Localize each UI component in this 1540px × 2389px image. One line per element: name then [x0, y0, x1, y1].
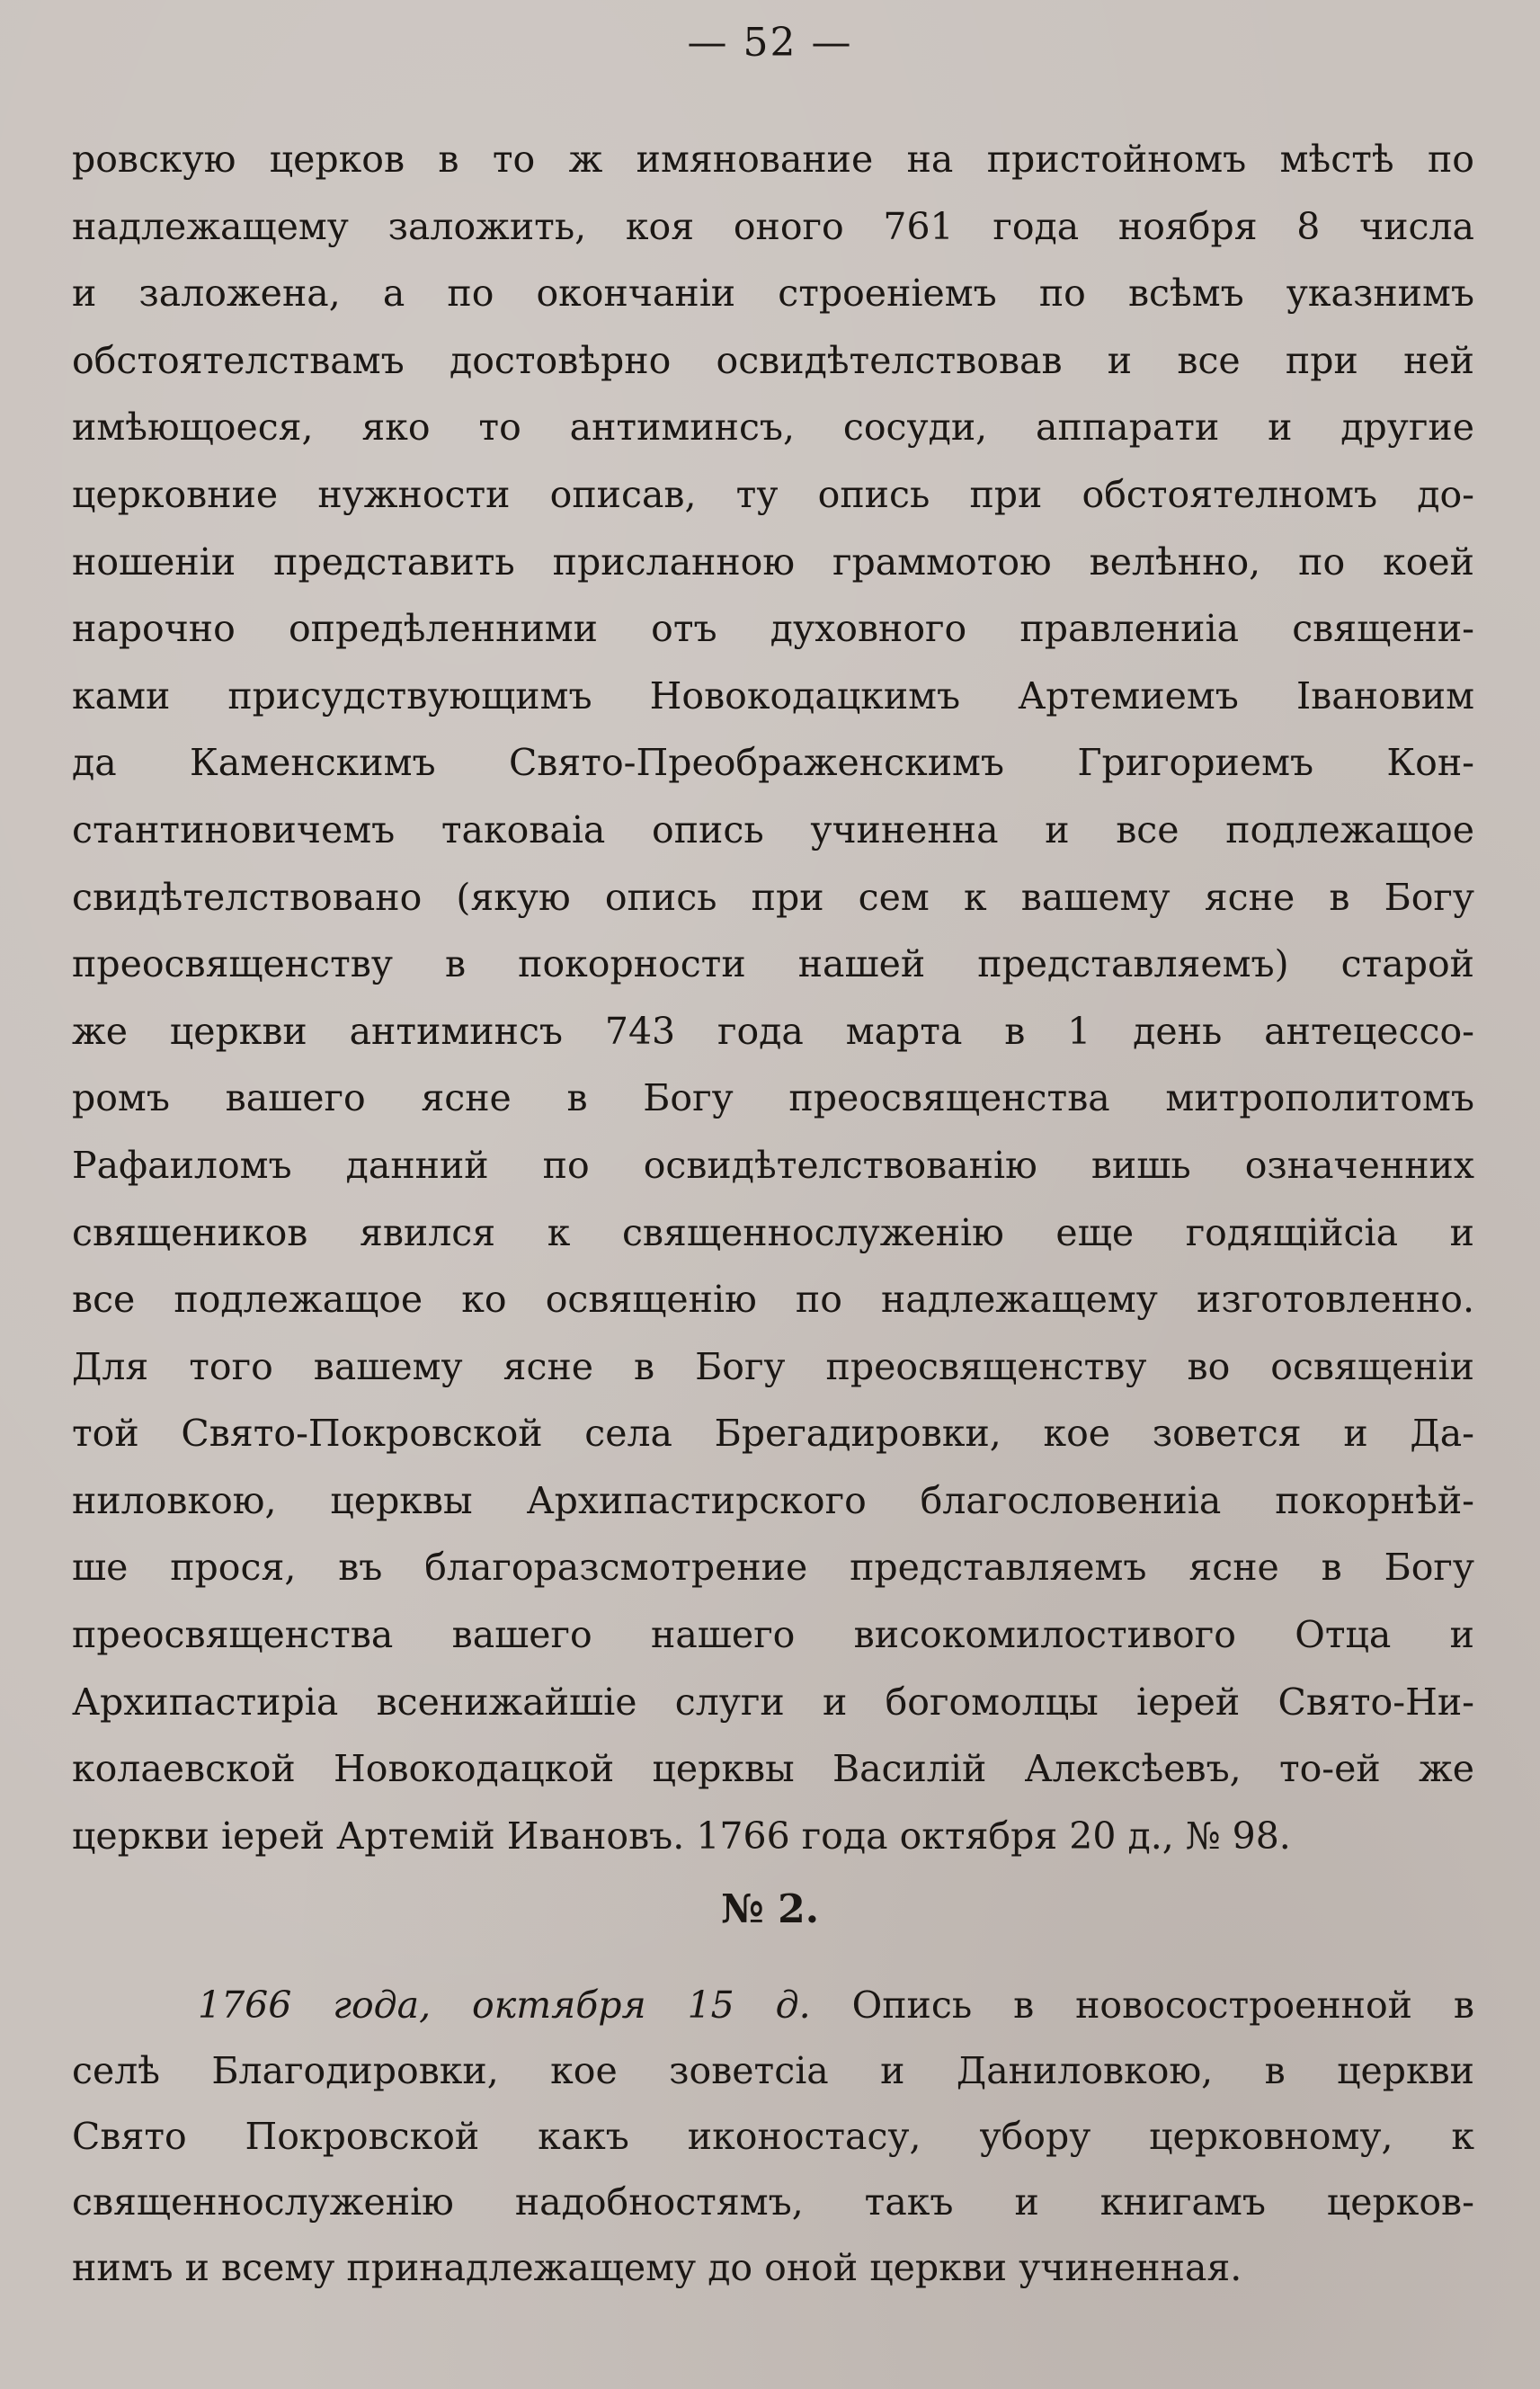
- section-2-text: [72, 1973, 1474, 2301]
- text-line: надлежащему заложить, коя оного 761 года ноября 8 числа: [72, 204, 1474, 248]
- text-line: и заложена, а по окончанiи строенiемъ по всѣмъ указнимъ: [72, 272, 1474, 316]
- text-line: [72, 1973, 1474, 2038]
- text-line: священиков явился к священнослуженiю еще годящiйсiа и: [72, 1210, 1474, 1254]
- text-line: той Свято-Покровской села Брегадировки, кое зовется и Да-: [72, 1412, 1474, 1456]
- text-line: нимъ и всему принадлежащему до оной церкви учиненная.: [72, 2246, 1242, 2289]
- main-text: [72, 126, 1474, 1869]
- text-line: преосвященству в покорности нашей представляемъ) старой: [72, 942, 1474, 986]
- text-line: все подлежащое ко освященiю по надлежащему изготовленно.: [72, 1278, 1474, 1322]
- text-line: ношенiи представить присланною граммотою велѣнно, по коей: [72, 539, 1474, 584]
- text-line: ше прося, въ благоразсмотрение представляемъ ясне в Богу: [72, 1546, 1474, 1590]
- text-line: священнослуженiю надобностямъ, такъ и книгамъ церков-: [72, 2180, 1474, 2224]
- text-line: ромъ вашего ясне в Богу преосвященства митрополитомъ: [72, 1076, 1474, 1120]
- text-line: имѣющоеся, яко то антиминсъ, сосуди, аппарати и другие: [72, 406, 1474, 450]
- text-line: нарочно опредѣленними отъ духовного правлениiа священи-: [72, 607, 1474, 651]
- text-line: Архипастирiа всенижайшiе слуги и богомолцы iерей Свято-Ни-: [72, 1680, 1474, 1724]
- text-line: обстоятелствамъ достовѣрно освидѣтелствовав и все при ней: [72, 338, 1474, 382]
- text-line: стантиновичемъ таковаiа опись учиненна и все подлежащое: [72, 807, 1474, 851]
- text-line: преосвященства вашего нашего високомилостивого Отца и: [72, 1613, 1474, 1657]
- italic-date: 1766 года, октября 15 д.: [198, 1983, 811, 2027]
- text-span: Опись в новосостроенной в: [810, 1983, 1474, 2027]
- text-line: церкви iерей Артемiй Ивановъ. 1766 года октября 20 д., № 98.: [72, 1814, 1291, 1858]
- text-line: Рафаиломъ данний по освидѣтелствованiю вишь означенних: [72, 1143, 1474, 1187]
- text-line: да Каменскимъ Свято-Преображенскимъ Григориемъ Кон-: [72, 741, 1474, 785]
- text-line: ками присудствующимъ Новокодацкимъ Артемиемъ Iвановим: [72, 673, 1474, 718]
- text-line: колаевской Новокодацкой церквы Василiй Алексѣевъ, то-ей же: [72, 1747, 1474, 1791]
- text-line: церковние нужности описав, ту опись при обстоятелномъ до-: [72, 472, 1474, 516]
- text-line: ровскую церков в то ж имянование на пристойномъ мѣстѣ по: [72, 138, 1474, 181]
- text-line: Для того вашему ясне в Богу преосвященству во освященiи: [72, 1344, 1474, 1388]
- text-line: Свято Покровской какъ иконостасу, убору церковному, к: [72, 2115, 1474, 2158]
- page-number: — 52 —: [687, 20, 853, 66]
- section-heading: № 2.: [720, 1886, 820, 1932]
- text-line: селѣ Благодировки, кое зоветсiа и Даниловкою, в церкви: [72, 2049, 1474, 2092]
- text-line: же церкви антиминсъ 743 года марта в 1 день антецессо-: [72, 1009, 1474, 1053]
- text-line: свидѣтелствовано (якую опись при сем к вашему ясне в Богу: [72, 875, 1474, 919]
- text-line: ниловкою, церквы Архипастирского благословениiа покорнѣй-: [72, 1478, 1474, 1522]
